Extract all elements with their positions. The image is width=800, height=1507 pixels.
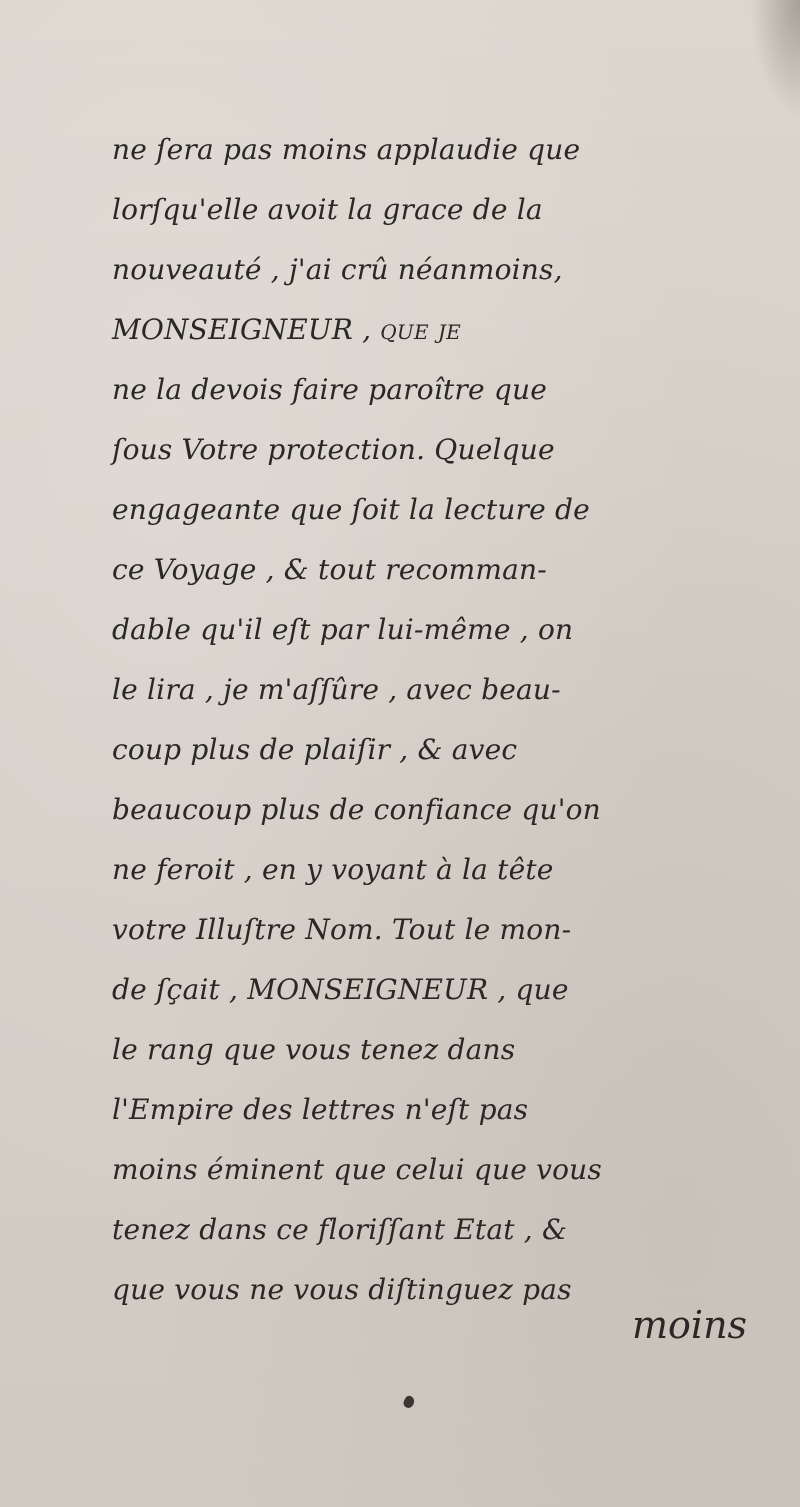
text-line: ne la devois faire paroître que [112,373,547,406]
text-line: coup plus de plaiſir , & avec [112,733,518,766]
text-line: engageante que ſoit la lecture de [112,493,590,526]
text-line: nouveauté , j'ai crû néanmoins, [112,253,563,286]
ink-speck [402,1394,417,1409]
text-line: tenez dans ce floriſſant Etat , & [112,1213,568,1246]
text-line: lorſqu'elle avoit la grace de la [112,193,543,226]
text-line: dable qu'il eſt par lui-même , on [112,613,574,646]
text-line: ſous Votre protection. Quelque [112,433,555,466]
text-line: de ſçait , MONSEIGNEUR , que [112,973,569,1006]
text-line: moins éminent que celui que vous [112,1153,602,1186]
text-line: le rang que vous tenez dans [112,1033,516,1066]
text-line: beaucoup plus de confiance qu'on [112,793,601,826]
text-line: ne ſera pas moins applaudie que [112,133,581,166]
text-line: que vous ne vous diſtinguez pas [112,1273,572,1306]
text-line: le lira , je m'aſſûre , avec beau- [112,673,561,706]
catchword: moins [632,1303,748,1347]
text-line: MONSEIGNEUR , que je [112,313,461,346]
text-line: votre Illuſtre Nom. Tout le mon- [112,913,572,946]
text-line: l'Empire des lettres n'eſt pas [112,1093,529,1126]
body-text [112,120,792,1320]
text-line: ce Voyage , & tout recomman- [112,553,547,586]
text-line: ne feroit , en y voyant à la tête [112,853,554,886]
